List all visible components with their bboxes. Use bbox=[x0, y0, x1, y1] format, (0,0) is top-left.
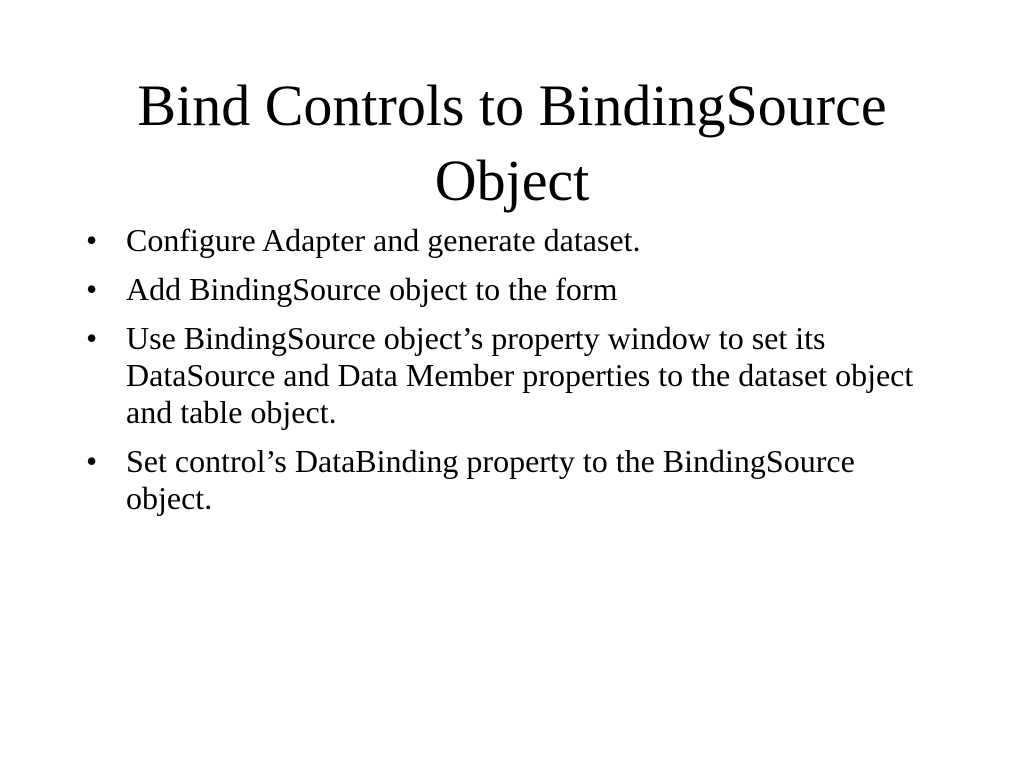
bullet-text: Add BindingSource object to the form bbox=[126, 271, 618, 307]
slide-title: Bind Controls to BindingSource Object bbox=[137, 73, 887, 214]
bullet-text: Set control’s DataBinding property to the BindingSource object. bbox=[126, 443, 855, 516]
bullet-text: Configure Adapter and generate dataset. bbox=[126, 222, 641, 258]
bullet-icon: • bbox=[86, 271, 98, 307]
bullet-item bbox=[86, 222, 946, 259]
bullet-item bbox=[86, 271, 946, 308]
bullet-icon: • bbox=[86, 443, 98, 479]
bullet-list bbox=[86, 222, 946, 529]
bullet-icon: • bbox=[86, 222, 98, 258]
bullet-item bbox=[86, 320, 946, 431]
bullet-text: Use BindingSource object’s property window to set its DataSource and Data Member properties to the dataset object and table object. bbox=[126, 320, 914, 430]
bullet-item bbox=[86, 443, 946, 517]
bullet-icon: • bbox=[86, 320, 98, 356]
